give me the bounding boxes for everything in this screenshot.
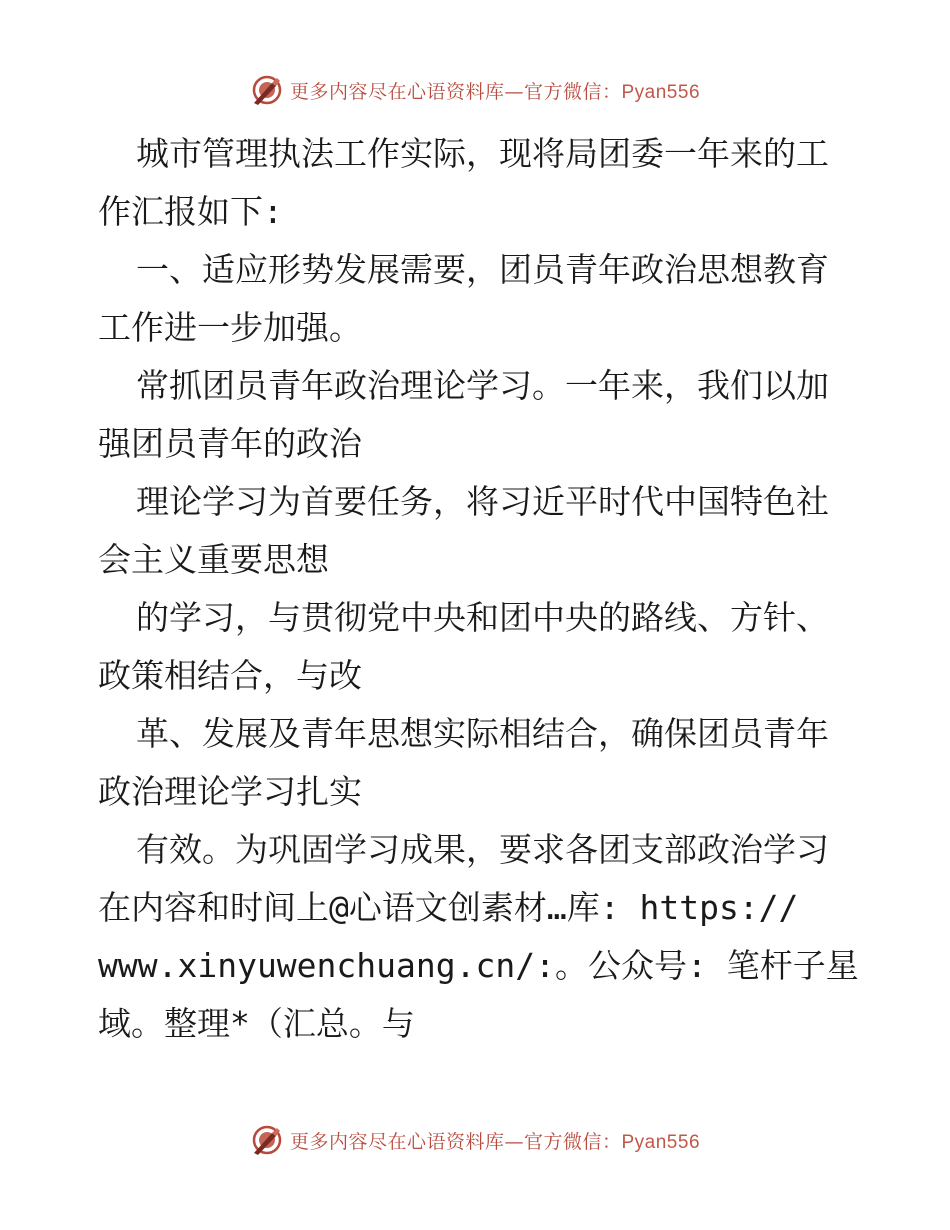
paragraph-line: 政策相结合，与改 <box>98 656 362 695</box>
section-heading-line: 工作进一步加强。 <box>98 308 362 347</box>
paragraph-line: 强团员青年的政治 <box>98 424 362 463</box>
footer-watermark <box>0 1120 950 1160</box>
pen-seal-logo-icon <box>250 1123 284 1157</box>
paragraph-line: www.xinyuwenchuang.cn/:。公众号: 笔杆子星 <box>98 946 859 985</box>
paragraph-line: 常抓团员青年政治理论学习。一年来，我们以加 <box>136 366 829 405</box>
watermark-account: Pyan556 <box>621 81 701 103</box>
pen-seal-logo-icon <box>250 73 284 107</box>
watermark-text <box>290 1127 700 1154</box>
watermark-main-text: 更多内容尽在心语资料库—官方微信： <box>289 1130 622 1153</box>
paragraph-line: 的学习，与贯彻党中央和团中央的路线、方针、 <box>136 598 829 637</box>
section-heading-line: 一、适应形势发展需要，团员青年政治思想教育 <box>136 250 829 289</box>
watermark-text <box>290 77 700 104</box>
paragraph-line: 会主义重要思想 <box>98 540 329 579</box>
paragraph-line: 城市管理执法工作实际，现将局团委一年来的工 <box>136 134 829 173</box>
watermark-account: Pyan556 <box>621 1131 701 1153</box>
document-body <box>98 125 858 1053</box>
header-watermark <box>0 70 950 110</box>
paragraph-line: 革、发展及青年思想实际相结合，确保团员青年 <box>136 714 829 753</box>
paragraph-line: 在内容和时间上@心语文创素材…库: https:// <box>98 888 799 927</box>
paragraph-line: 理论学习为首要任务，将习近平时代中国特色社 <box>136 482 829 521</box>
paragraph-line: 有效。为巩固学习成果，要求各团支部政治学习 <box>136 830 829 869</box>
watermark-main-text: 更多内容尽在心语资料库—官方微信： <box>289 80 622 103</box>
paragraph-line: 域。整理*（汇总。与 <box>98 1004 415 1043</box>
paragraph-line: 作汇报如下: <box>98 192 283 231</box>
paragraph-line: 政治理论学习扎实 <box>98 772 362 811</box>
